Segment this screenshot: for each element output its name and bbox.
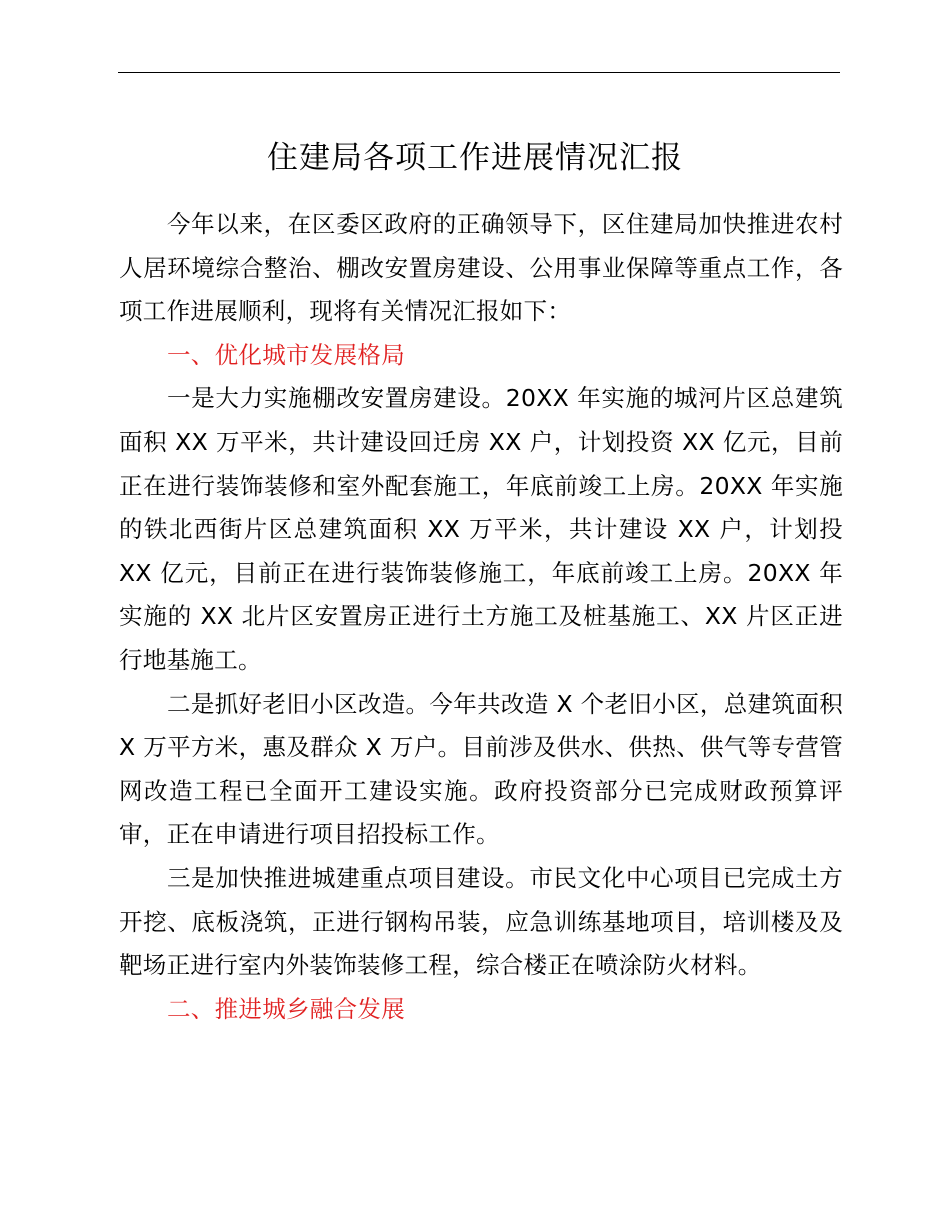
- document-body: [119, 203, 843, 1031]
- section-heading-2: 二、推进城乡融合发展: [167, 994, 405, 1023]
- document-title: 住建局各项工作进展情况汇报: [267, 140, 683, 176]
- intro-paragraph: 今年以来，在区委区政府的正确领导下，区住建局加快推进农村人居环境综合整治、棚改安置房建设、公用事业保障等重点工作，各项工作进展顺利，现将有关情况汇报如下：: [119, 210, 843, 326]
- section-heading-1: 一、优化城市发展格局: [167, 340, 405, 369]
- paragraph-key-projects: 三是加快推进城建重点项目建设。市民文化中心项目已完成土方开挖、底板浇筑，正进行钢构吊装，应急训练基地项目，培训楼及及靶场正进行室内外装饰装修工程，综合楼正在喷涂防火材料。: [119, 863, 843, 980]
- paragraph-resettlement-housing: 一是大力实施棚改安置房建设。20XX 年实施的城河片区总建筑面积 XX 万平米，共计建设回迁房 XX 户，计划投资 XX 亿元，目前正在进行装饰装修和室外配套施工，年底前竣工上房。20XX 年实施的铁北西街片区总建筑面积 XX 万平米，共计建设 XX 户，计划投 XX 亿元，目前正在进行装饰装修施工，年底前竣工上房。20XX 年实施的 XX 北片区安置房正进行土方施工及桩基施工、XX 片区正进行地基施工。: [119, 384, 843, 674]
- header-rule: [118, 72, 840, 73]
- paragraph-old-community-renovation: 二是抓好老旧小区改造。今年共改造 X 个老旧小区，总建筑面积 X 万平方米，惠及群众 X 万户。目前涉及供水、供热、供气等专营管网改造工程已全面开工建设实施。政府投资部分已完成财政预算评审，正在申请进行项目招投标工作。: [119, 689, 843, 849]
